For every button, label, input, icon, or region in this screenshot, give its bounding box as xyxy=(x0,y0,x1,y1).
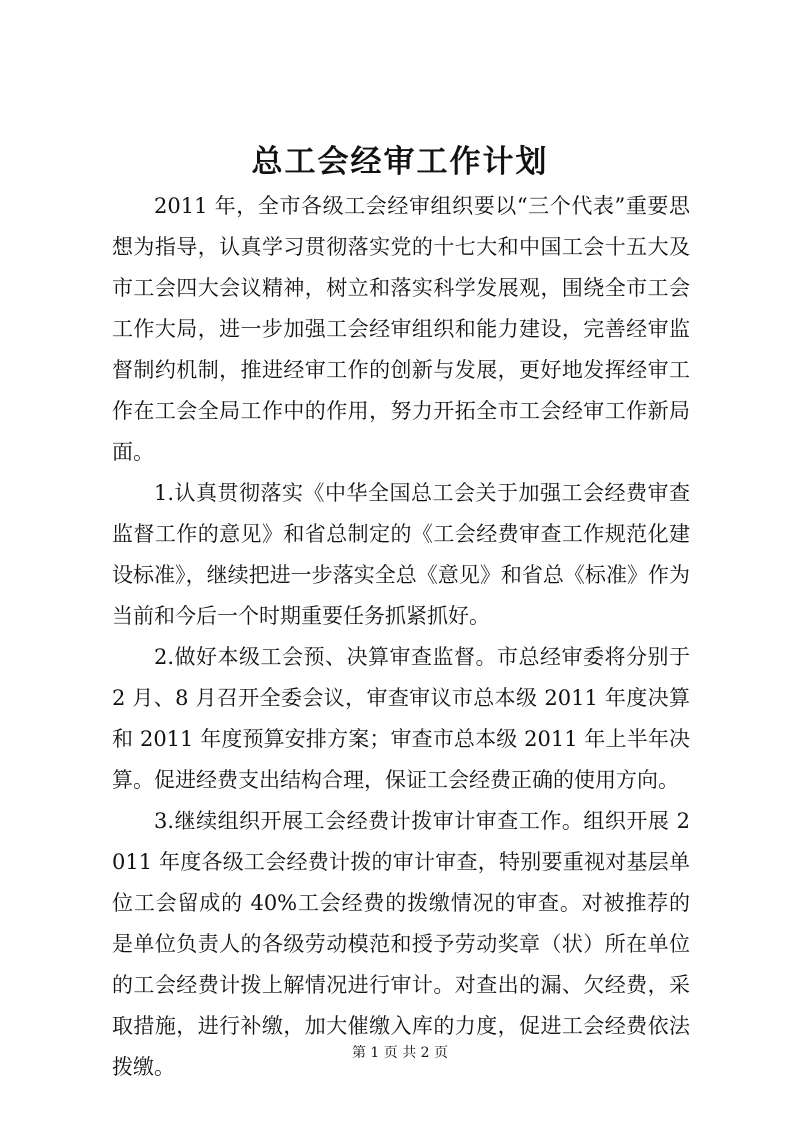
document-body xyxy=(112,186,690,1088)
item-1-paragraph: 1.认真贯彻落实《中华全国总工会关于加强工会经费审查监督工作的意见》和省总制定的《工会经费审查工作规范化建设标准》，继续把进一步落实全总《意见》和省总《标准》作为当前和今后一个时期重要任务抓紧抓好。 xyxy=(112,481,690,628)
item-3-paragraph: 3.继续组织开展工会经费计拨审计审查工作。组织开展 2011 年度各级工会经费计拨的审计审查，特别要重视对基层单位工会留成的 40%工会经费的拨缴情况的审查。对被推荐的是单位负责人的各级劳动模范和授予劳动奖章（状）所在单位的工会经费计拨上解情况进行审计。对查出的漏、欠经费，采取措施，进行补缴，加大催缴入库的力度，促进工会经费依法拨缴。 xyxy=(112,809,690,1079)
document-title: 总工会经审工作计划 xyxy=(251,144,549,180)
page-footer: 第 1 页 共 2 页 xyxy=(351,1045,449,1061)
intro-paragraph: 2011 年，全市各级工会经审组织要以“三个代表”重要思想为指导，认真学习贯彻落实党的十七大和中国工会十五大及市工会四大会议精神，树立和落实科学发展观，围绕全市工会工作大局，进一步加强工会经审组织和能力建设，完善经审监督制约机制，推进经审工作的创新与发展，更好地发挥经审工作在工会全局工作中的作用，努力开拓全市工会经审工作新局面。 xyxy=(112,194,690,464)
item-2-paragraph: 2.做好本级工会预、决算审查监督。市总经审委将分别于 2 月、8 月召开全委会议，审查审议市总本级 2011 年度决算和 2011 年度预算安排方案；审查市总本级 2011 年上半年决算。促进经费支出结构合理，保证工会经费正确的使用方向。 xyxy=(112,645,690,792)
